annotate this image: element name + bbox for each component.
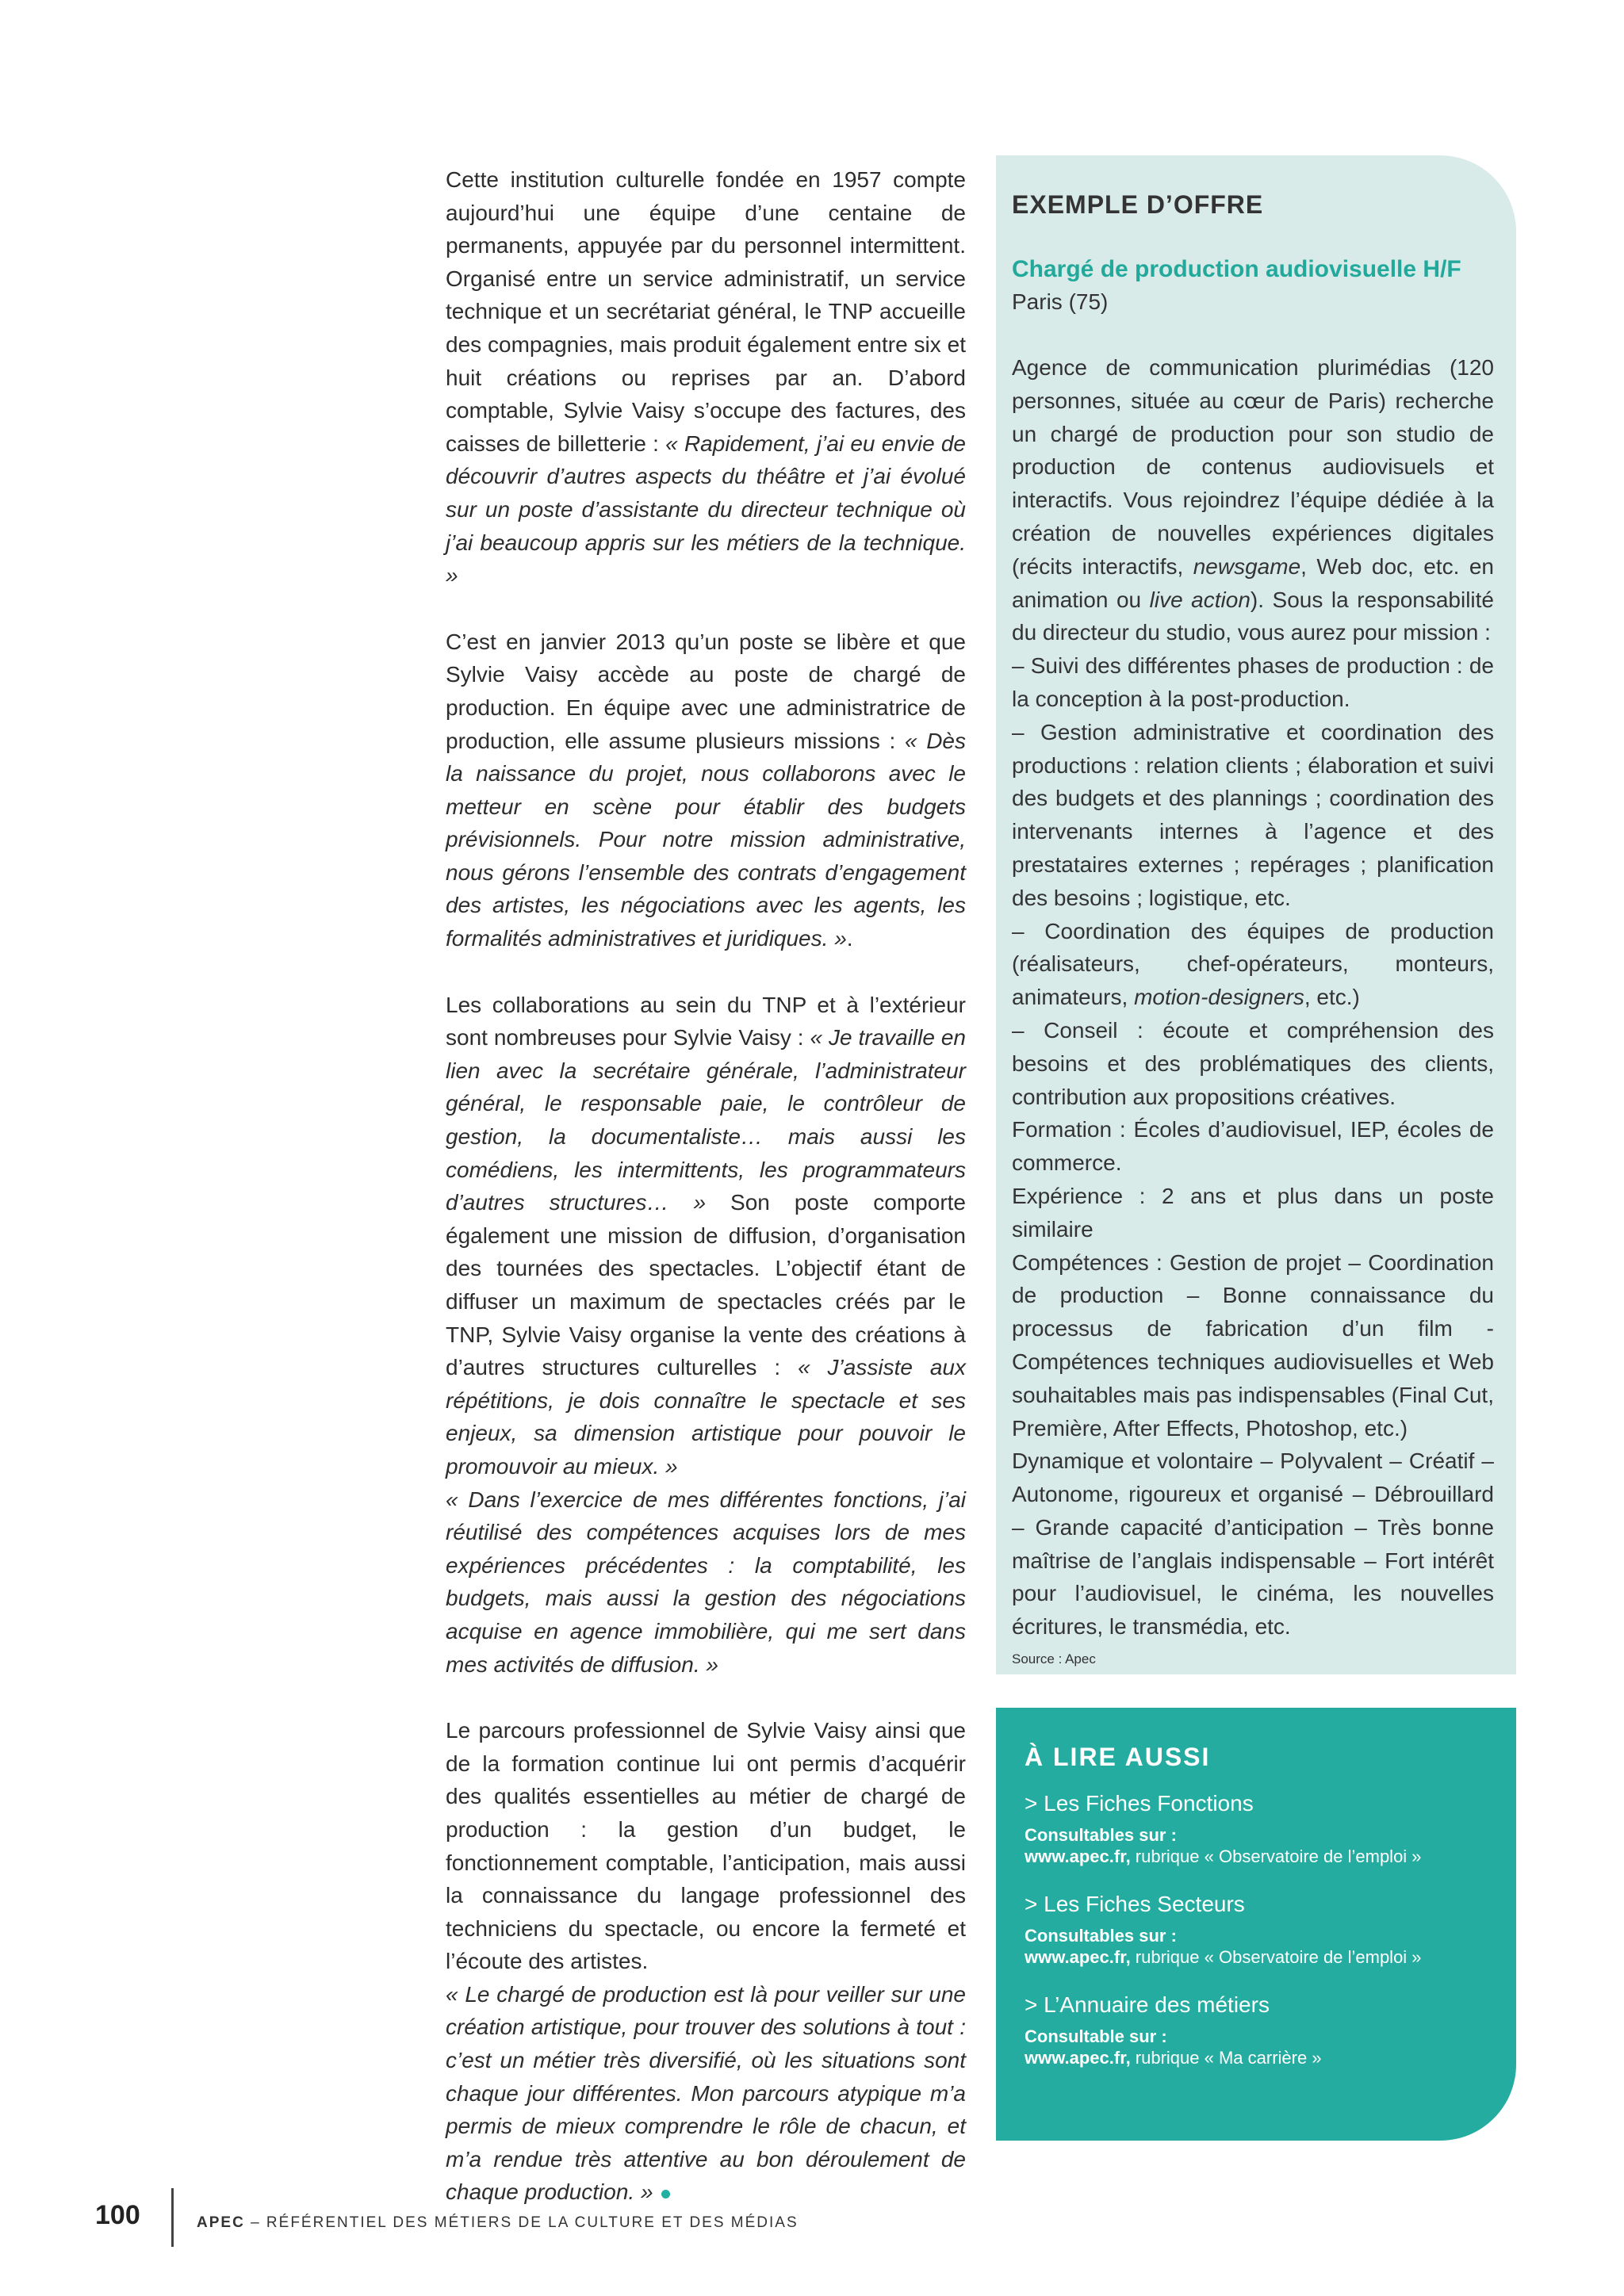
read-also-box: [996, 1708, 1516, 2141]
quote: « Je travaille en lien avec la secrétaire générale, l’administrateur général, le responsable paie, le contrôleur de gestion, la documentaliste… mais aussi les comédiens, les intermittents, les programmateurs d’autres structures… »: [446, 1025, 966, 1215]
quote: « Dès la naissance du projet, nous collaborons avec le metteur en scène pour établir des budgets prévisionnels. Pour notre mission administrative, nous gérons l’ensemble des contrats d’engagement des artistes, les négociations avec les agents, les formalités administratives et juridiques. »: [446, 728, 966, 951]
job-title: Chargé de production audiovisuelle H/F: [1012, 256, 1461, 282]
read-also-heading: À LIRE AUSSI: [1025, 1743, 1211, 1771]
footer-divider: [171, 2188, 174, 2247]
url-link[interactable]: www.apec.fr,: [1025, 1947, 1131, 1967]
paragraph-3: Les collaborations au sein du TNP et à l’extérieur sont nombreuses pour Sylvie Vaisy : « Je travaille en lien avec la secrétaire générale, l’administrateur général, le responsable paie, le contrôleur de gestion, la documentaliste… mais aussi les comédiens, les intermittents, les programmateurs d’autres structures… » Son poste comporte également une mission de diffusion, d’organisation des tournées des spectacles. L’objectif étant de diffuser un maximum de spectacles créés par le TNP, Sylvie Vaisy organise la vente des créations à d’autres structures culturelles : « J’assiste aux répétitions, je dois connaître le spectacle et ses enjeux, sa dimension artistique pour pouvoir le promouvoir au mieux. »: [446, 992, 967, 1479]
paragraph-5: Le parcours professionnel de Sylvie Vaisy ainsi que de la formation continue lui ont permis d’acquérir des qualités essentielles au métier de chargé de production : la gestion d’un budget, le fonctionnement comptable, l’anticipation, mais aussi la connaissance du langage professionnel des techniciens du spectacle, ou encore la fermeté et l’écoute des artistes.: [446, 1718, 966, 1974]
read-link[interactable]: > Les Fiches Fonctions: [1025, 1791, 1254, 1816]
end-dot-icon: [661, 2190, 670, 2198]
job-location: Paris (75): [1012, 289, 1109, 314]
quote: « J’assiste aux répétitions, je dois connaître le spectacle et ses enjeux, sa dimension artistique pour pouvoir le promouvoir au mieux. »: [446, 1355, 966, 1479]
paragraph-1: Cette institution culturelle fondée en 1957 compte aujourd’hui une équipe d’une centaine de permanents, appuyée par du personnel intermittent. Organisé entre un service administratif, un service technique et un secrétariat général, le TNP accueille des compagnies, mais produit également entre six et huit créations ou reprises par an. D’abord comptable, Sylvie Vaisy s’occupe des factures, des caisses de billetterie : « Rapidement, j’ai eu envie de découvrir d’autres aspects du théâtre et j’ai évolué sur un poste d’assistante du directeur technique où j’ai beaucoup appris sur les métiers de la technique. »: [446, 167, 966, 588]
page-number: 100: [95, 2200, 140, 2230]
paragraph-4: [446, 1483, 966, 1682]
offer-qualities: Dynamique et volontaire – Polyvalent – Créatif – Autonome, rigoureux et organisé – Débrouillard – Grande capacité d’anticipation – Très bonne maîtrise de l’anglais indispensable – Fort intérêt pour l’audiovisuel, le cinéma, les nouvelles écritures, le transmédia, etc.: [1012, 1448, 1494, 1640]
offer-formation: Formation : Écoles d’audiovisuel, IEP, écoles de commerce.: [1012, 1117, 1494, 1176]
offer-heading: EXEMPLE D’OFFRE: [1012, 190, 1264, 219]
url-link[interactable]: www.apec.fr,: [1025, 1846, 1131, 1866]
offer-competences: Compétences : Gestion de projet – Coordination de production – Bonne connaissance du processus de fabrication d’un film - Compétences techniques audiovisuelles et Web souhaitables mais pas indispensables (Final Cut, Première, After Effects, Photoshop, etc.): [1012, 1249, 1494, 1441]
mission-item: – Conseil : écoute et compréhension des besoins et des problématiques des clients, contribution aux propositions créatives.: [1012, 1017, 1494, 1109]
mission-item: – Suivi des différentes phases de production : de la conception à la post-production.: [1012, 653, 1494, 711]
footer-title: APEC – RÉFÉRENTIEL DES MÉTIERS DE LA CULTURE ET DES MÉDIAS: [197, 2214, 799, 2231]
quote: « Le chargé de production est là pour veiller sur une création artistique, pour trouver des solutions à tout : c’est un métier très diversifié, où les situations sont chaque jour différentes. Mon parcours atypique m’a permis de mieux comprendre le rôle de chacun, et m’a rendue très attentive au bon déroulement de chaque production. »: [446, 1981, 966, 2205]
offer-source: Source : Apec: [1012, 1651, 1096, 1667]
quote: « Rapidement, j’ai eu envie de découvrir d’autres aspects du théâtre et j’ai évolué sur un poste d’assistante du directeur technique où j’ai beaucoup appris sur les métiers de la technique. »: [446, 430, 966, 588]
read-item-annuaire: > L’Annuaire des métiers Consultable sur : www.apec.fr, rubrique « Ma carrière »: [1025, 1989, 1492, 2069]
read-item-fiches-fonctions: > Les Fiches Fonctions Consultables sur : www.apec.fr, rubrique « Observatoire de l’emploi »: [1025, 1788, 1492, 1868]
offer-experience: Expérience : 2 ans et plus dans un poste similaire: [1012, 1183, 1494, 1242]
job-offer-box: [996, 155, 1516, 1674]
footer-brand: APEC: [197, 2214, 245, 2231]
url-link[interactable]: www.apec.fr,: [1025, 2048, 1131, 2068]
paragraph-2: C’est en janvier 2013 qu’un poste se libère et que Sylvie Vaisy accède au poste de chargé de production. En équipe avec une administratrice de production, elle assume plusieurs missions : « Dès la naissance du projet, nous collaborons avec le metteur en scène pour établir des budgets prévisionnels. Pour notre mission administrative, nous gérons l’ensemble des contrats d’engagement des artistes, les négociations avec les agents, les formalités administratives et juridiques. ».: [446, 629, 966, 951]
mission-item: – Coordination des équipes de production (réalisateurs, chef-opérateurs, monteurs, animateurs, motion-designers, etc.): [1012, 918, 1494, 1010]
offer-intro: Agence de communication plurimédias (120 personnes, située au cœur de Paris) recherche un chargé de production pour son studio de production de contenus audiovisuels et interactifs. Vous rejoindrez l’équipe dédiée à la création de nouvelles expériences digitales (récits interactifs, newsgame, Web doc, etc. en animation ou live action). Sous la responsabilité du directeur du studio, vous aurez pour mission :: [1012, 355, 1495, 645]
mission-item: – Gestion administrative et coordination des productions : relation clients ; élaboration et suivi des budgets et des plannings ; coordination des intervenants internes à l’agence et des prestataires externes ; repérages ; planification des besoins ; logistique, etc.: [1012, 719, 1494, 910]
read-item-fiches-secteurs: > Les Fiches Secteurs Consultables sur : www.apec.fr, rubrique « Observatoire de l’emploi »: [1025, 1888, 1492, 1969]
offer-description: [1012, 351, 1494, 1644]
read-link[interactable]: > Les Fiches Secteurs: [1025, 1892, 1245, 1916]
quote: « Dans l’exercice de mes différentes fonctions, j’ai réutilisé des compétences acquises lors de mes expériences précédentes : la comptabilité, les budgets, mais aussi la gestion des négociations acquise en agence immobilière, qui me sert dans mes activités de diffusion. »: [446, 1487, 966, 1677]
article-body: [446, 163, 966, 2242]
paragraph-6: [446, 1978, 966, 2209]
read-link[interactable]: > L’Annuaire des métiers: [1025, 1992, 1270, 2017]
